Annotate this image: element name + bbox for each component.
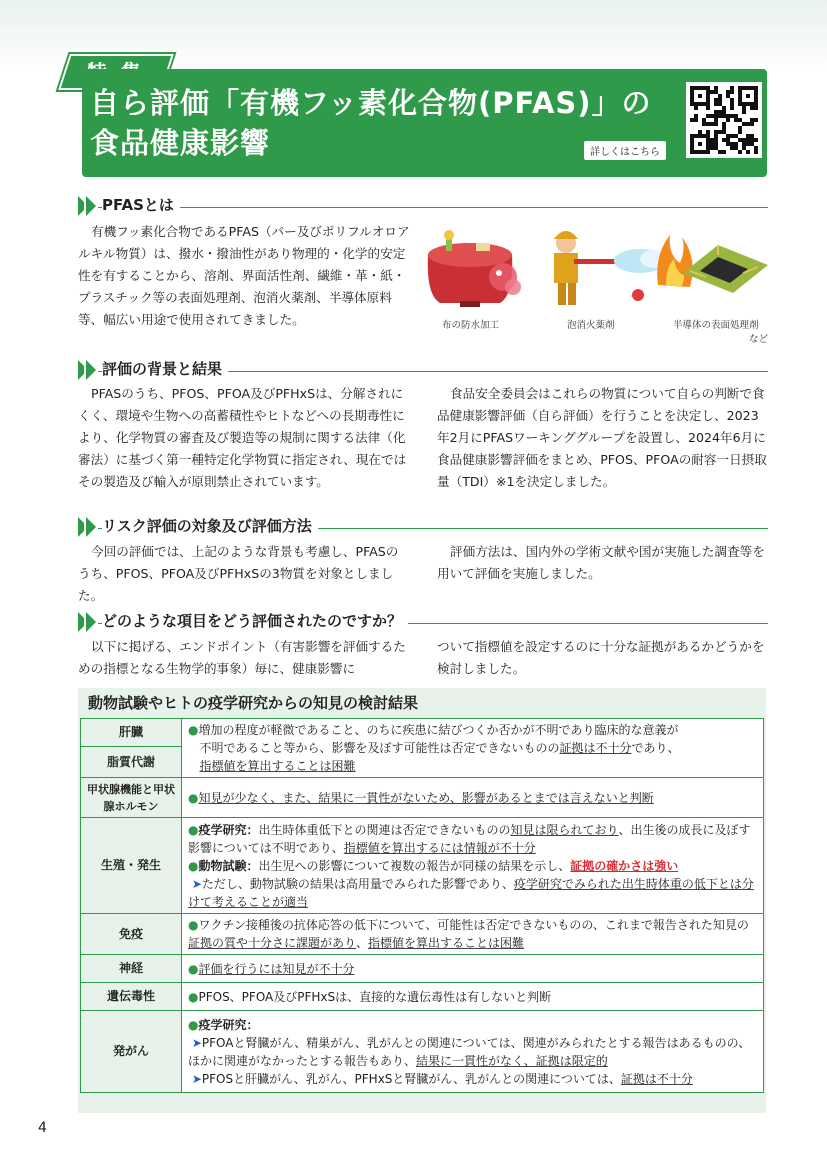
reproduction-text: ●疫学研究：出生時体重低下との関連は否定できないものの知見は限られており、出生後の成長に及ぼす影響については不明であり、指標値を算出するには情報が不十分 ●動物試験：出生児への影響について複数の報告が同様の結果を示し、証拠の確かさは強い ➤ただし、動物試験の結果は高用量でみられた影響であり、疫学研究でみられた出生時体重の低下とは分けて考えることが適当 <box>182 818 764 914</box>
section-heading-items: どのような項目をどう評価されたのですか？ <box>78 610 768 632</box>
method-right: 評価方法は、国内外の学術文献や国が実施した調査等を用いて評価を実施しました。 <box>437 544 765 581</box>
section-heading-method: リスク評価の対象及び評価方法 <box>78 515 768 537</box>
row-lipid: 脂質代謝 <box>81 747 182 778</box>
section-heading-background: 評価の背景と結果 <box>78 358 768 380</box>
immune-text: ●ワクチン接種後の抗体応答の低下について、可能性は否定できないものの、これまで報告された知見の証拠の質や十分さに課題があり、指標値を算出することは困難 <box>182 914 764 955</box>
qr-code-icon <box>690 86 758 154</box>
findings-table <box>80 718 764 1093</box>
title-banner <box>82 69 767 177</box>
section-heading-pfas: PFASとは <box>78 194 768 216</box>
items-right: ついて指標値を設定するのに十分な証拠があるかどうかを検討しました。 <box>437 639 765 676</box>
caption-foam: 泡消火薬剤 <box>567 320 615 331</box>
thyroid-text: ●知見が少なく、また、結果に一貫性がないため、影響があるとまでは言えないと判断 <box>182 778 764 818</box>
caption-fabric: 布の防水加工 <box>442 320 500 331</box>
row-thyroid: 甲状腺機能と甲状腺ホルモン <box>81 778 182 818</box>
cancer-text: ●疫学研究： ➤PFOAと腎臓がん、精巣がん、乳がんとの関連については、関連がみられたとする報告はあるものの、ほかに関連がなかったとする報告もあり、結果に一貫性がなく、証拠は限定的 ➤PFOSと肝臓がん、乳がん、PFHxSと腎臓がん、乳がんとの関連については、証拠は不十分 <box>182 1011 764 1093</box>
background-left: PFASのうち、PFOS、PFOA及びPFHxSは、分解されにくく、環境や生物への高蓄積性やヒトなどへの長期毒性により、化学物質の審査及び製造等の規制に関する法律（化審法）に基づく第一種特定化学物質に指定され、現在ではその製造及び輸入が原則禁止されています。 <box>78 386 407 489</box>
genotoxicity-text: ●PFOS、PFOA及びPFHxSは、直接的な遺伝毒性は有しないと判断 <box>182 983 764 1011</box>
row-reproduction: 生殖・発生 <box>81 818 182 914</box>
row-nerve: 神経 <box>81 955 182 983</box>
items-left: 以下に掲げる、エンドポイント（有害影響を評価するための指標となる生物学的事象）毎に、健康影響に <box>78 639 406 676</box>
pfas-description: 有機フッ素化合物であるPFAS（パー及びポリフルオロアルキル物質）は、撥水・撥油性があり物理的・化学的安定性を有することから、溶剤、界面活性剤、繊維・革・紙・プラスチック等の表面処理剤、泡消火薬剤、半導体原料等、幅広い用途で使用されてきました。 <box>78 224 410 327</box>
caption-semiconductor: 半導体の表面処理剤 <box>673 320 759 331</box>
row-genotoxicity: 遺伝毒性 <box>81 983 182 1011</box>
background-right: 食品安全委員会はこれらの物質について自らの判断で食品健康影響評価（自ら評価）を行うことを決定し、2023年2月にPFASワーキンググループを設置し、2024年6月に食品健康影響評価をまとめ、PFOS、PFOAの耐容一日摂取量（TDI）※1を決定しました。 <box>437 386 767 489</box>
nerve-text: ●評価を行うには知見が不十分 <box>182 955 764 983</box>
method-left: 今回の評価では、上記のような背景も考慮し、PFASのうち、PFOS、PFOA及びPFHxSの3物質を対象としました。 <box>78 544 399 603</box>
findings-title: 動物試験やヒトの疫学研究からの知見の検討結果 <box>88 694 419 712</box>
row-cancer: 発がん <box>81 1011 182 1093</box>
row-immune: 免疫 <box>81 914 182 955</box>
page-number: 4 <box>38 1120 47 1136</box>
qr-code[interactable] <box>686 82 762 158</box>
row-liver: 肝臓 <box>81 719 182 747</box>
caption-etc: など <box>749 334 769 345</box>
liver-lipid-text: ●増加の程度が軽微であること、のちに疾患に結びつくか否かが不明であり臨床的な意義が 不明であること等から、影響を及ぼす可能性は否定できないものの証拠は不十分であり、 指標値を算出することは困難 <box>182 719 764 778</box>
page-title: 自ら評価「有機フッ素化合物(PFAS)」の 食品健康影響 <box>90 86 652 160</box>
findings-box <box>78 688 766 1113</box>
qr-link-label[interactable]: 詳しくはこちら <box>584 141 666 160</box>
